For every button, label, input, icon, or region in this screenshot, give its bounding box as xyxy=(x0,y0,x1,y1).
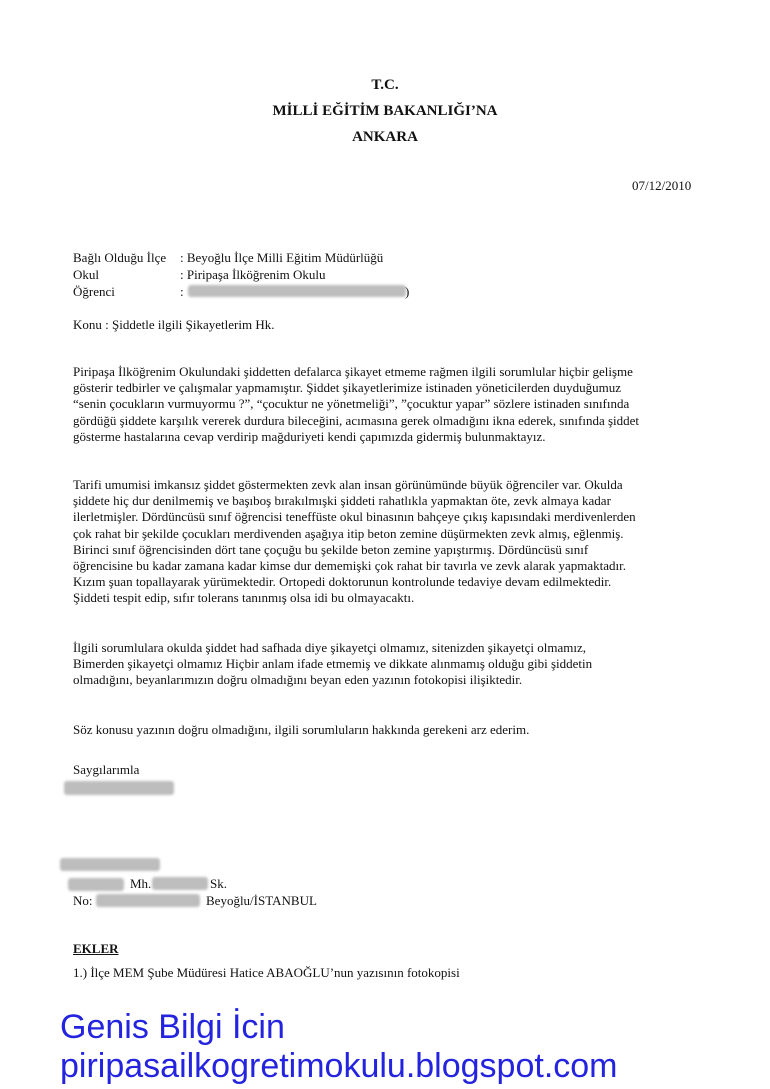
ogrenci-tail: ) xyxy=(405,284,410,299)
body-paragraph-1 xyxy=(73,364,713,445)
paragraph-line: gösterme hastalarına cevap verdirip mağduriyeti kendi çapımızda gidermiş bulunmaktayız. xyxy=(73,428,546,444)
address-no: No: xyxy=(73,893,93,908)
paragraph-line: öğrencisine bu kadar zamana kadar kimse dur dememişki çok rahat bir tavırla ve zevk alarak yapmaktadır. xyxy=(73,558,626,574)
ilce-value: : Beyoğlu İlçe Milli Eğitim Müdürlüğü xyxy=(180,250,384,265)
paragraph-line: “senin çocukların vurmuyormu ?”, “çocuktur ne yönetmeliği”, ”çocuktur yapar” sözlere istinaden sınıfında xyxy=(73,396,630,412)
attachments-title: EKLER xyxy=(73,941,119,956)
paragraph-line: Kızım şuan topallayarak yürümektedir. Ortopedi doktorunun kontrolunde tedaviye devam edilmektedir. xyxy=(73,574,612,590)
redacted-sender-name xyxy=(60,858,160,871)
body-paragraph-2 xyxy=(73,477,713,607)
address-sk: Sk. xyxy=(210,876,227,891)
redacted-signature xyxy=(64,781,174,795)
body-paragraph-4 xyxy=(73,722,713,738)
header-city: ANKARA xyxy=(352,129,418,145)
address-mh: Mh. xyxy=(130,876,152,891)
paragraph-line: Birinci sınıf öğrencisinden dört tane çoçuğu bu şekilde beton zemine yapıştırmış. Dördüncüsü sınıf xyxy=(73,541,589,557)
okul-label: Okul xyxy=(73,267,99,282)
ogrenci-label: Öğrenci xyxy=(73,284,115,299)
header-tc: T.C. xyxy=(371,77,399,93)
paragraph-line: Piripaşa İlköğrenim Okulundaki şiddetten defalarca şikayet etmeme rağmen ilgili sorumlular hiçbir gelişme xyxy=(73,364,633,379)
redacted-student-name xyxy=(188,285,406,297)
paragraph-line: ilerletmişler. Dördüncüsü sınıf öğrencisi teneffüste okul binasının bahçeye çıkış kapısındaki merdivenlerden xyxy=(73,509,636,525)
subject-line: Konu : Şiddetle ilgili Şikayetlerim Hk. xyxy=(73,317,275,332)
paragraph-line: Şiddeti tespit edip, sıfır tolerans tanınmış olsa idi bu olmayacaktı. xyxy=(73,590,415,606)
letter-date: 07/12/2010 xyxy=(632,178,692,193)
redacted-neighborhood xyxy=(68,878,124,891)
paragraph-line: gördüğü şiddete karşılık vererek durdura bileceğini, acımasına gerek olmadığını ikna ederek, sınıfında şiddet xyxy=(73,412,640,428)
paragraph-line: çok rahat bir şekilde çocukları merdivenden aşağıya itip beton zemine düşürmekten zevk almış, eğlenmiş. xyxy=(73,525,624,541)
closing-text: Saygılarımla xyxy=(73,762,140,777)
redacted-street xyxy=(152,877,208,890)
paragraph-line: şiddete hiç dur denilmemiş ve başıboş bırakılmışki şiddeti rahatlıkla yapmaktan öte, zevk almaya kadar xyxy=(73,493,611,509)
attachment-item-1: 1.) İlçe MEM Şube Müdüresi Hatice ABAOĞLU’nun yazısının fotokopisi xyxy=(73,965,460,980)
paragraph-line: Tarifi umumisi imkansız şiddet göstermekten zevk alan insan görünümünde büyük öğrenciler var. Okulda xyxy=(73,477,623,492)
header-ministry: MİLLİ EĞİTİM BAKANLIĞI’NA xyxy=(272,103,498,119)
redacted-house-number xyxy=(96,894,200,907)
address-city: Beyoğlu/İSTANBUL xyxy=(206,893,317,908)
body-paragraph-3 xyxy=(73,640,713,689)
paragraph-line: Bimerden şikayetçi olmamız Hiçbir anlam ifade etmemiş ve dikkate alınmamış olduğu gibi şiddetin xyxy=(73,656,593,672)
okul-value: : Piripaşa İlköğrenim Okulu xyxy=(180,267,326,282)
paragraph-line: olmadığını, beyanlarımızın doğru olmadığını beyan eden yazının fotokopisi ilişiktedir. xyxy=(73,672,523,688)
ilce-label: Bağlı Olduğu İlçe xyxy=(73,250,167,265)
paragraph-line: gösterir tedbirler ve çalışmalar yapmamıştır. Şiddet şikayetlerimize istinaden yöneticilerden duyduğumuz xyxy=(73,380,622,396)
footer-blog-url: piripasailkogretimokulu.blogspot.com xyxy=(60,1047,618,1085)
ogrenci-value: : xyxy=(180,284,184,299)
paragraph-line: İlgili sorumlulara okulda şiddet had safhada diye şikayetçi olmamız, sitenizden şikayetçi olmamız, xyxy=(73,640,586,655)
paragraph-line: Söz konusu yazının doğru olmadığını, ilgili sorumluların hakkında gerekeni arz ederim. xyxy=(73,722,530,737)
footer-line-1: Genis Bilgi İcin xyxy=(60,1008,285,1046)
